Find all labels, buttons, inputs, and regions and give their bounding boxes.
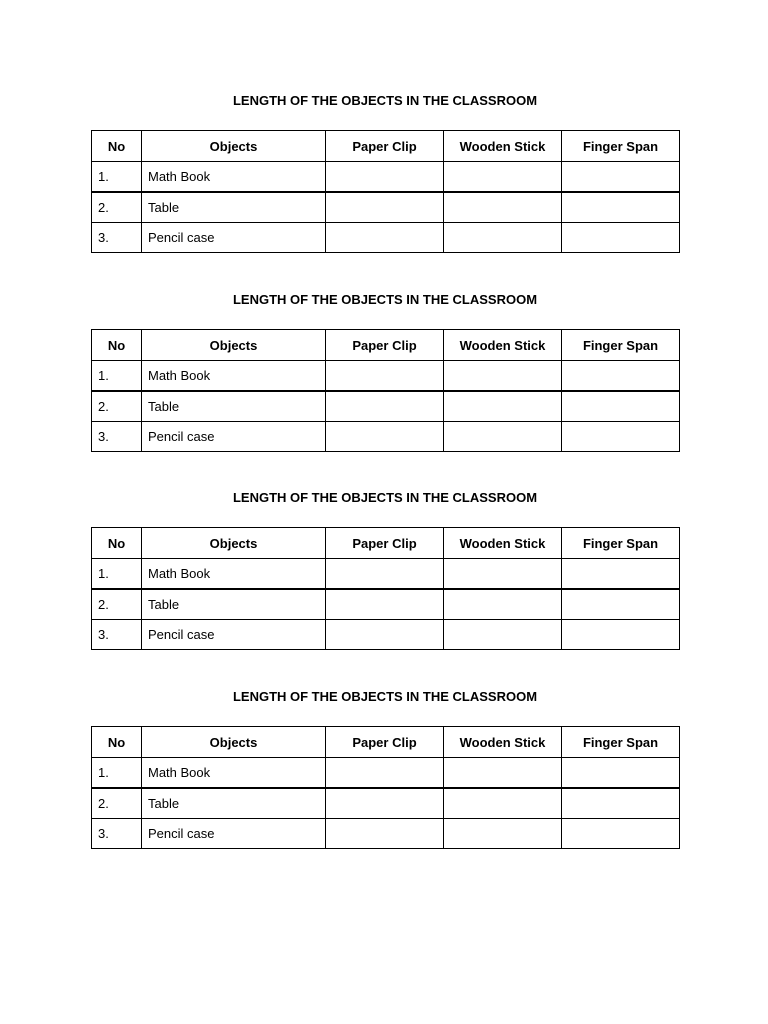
wooden-stick-cell[interactable] <box>444 559 562 590</box>
object-name: Table <box>142 788 326 819</box>
object-name: Math Book <box>142 758 326 789</box>
finger-span-cell[interactable] <box>562 361 680 392</box>
header-finger-span: Finger Span <box>562 330 680 361</box>
table-row <box>92 819 680 849</box>
header-objects: Objects <box>142 727 326 758</box>
wooden-stick-cell[interactable] <box>444 788 562 819</box>
paper-clip-cell[interactable] <box>326 559 444 590</box>
finger-span-cell[interactable] <box>562 788 680 819</box>
wooden-stick-cell[interactable] <box>444 819 562 849</box>
paper-clip-cell[interactable] <box>326 819 444 849</box>
finger-span-cell[interactable] <box>562 819 680 849</box>
wooden-stick-cell[interactable] <box>444 589 562 620</box>
wooden-stick-cell[interactable] <box>444 162 562 193</box>
wooden-stick-cell[interactable] <box>444 620 562 650</box>
finger-span-cell[interactable] <box>562 559 680 590</box>
table-row <box>92 620 680 650</box>
table-header-row <box>92 727 680 758</box>
table-row <box>92 223 680 253</box>
table-row <box>92 162 680 193</box>
header-finger-span: Finger Span <box>562 131 680 162</box>
header-wooden-stick: Wooden Stick <box>444 330 562 361</box>
finger-span-cell[interactable] <box>562 758 680 789</box>
worksheet-section <box>91 91 679 245</box>
finger-span-cell[interactable] <box>562 620 680 650</box>
finger-span-cell[interactable] <box>562 391 680 422</box>
row-number: 1. <box>92 559 142 590</box>
row-number: 2. <box>92 391 142 422</box>
header-wooden-stick: Wooden Stick <box>444 131 562 162</box>
header-objects: Objects <box>142 330 326 361</box>
row-number: 1. <box>92 361 142 392</box>
worksheet-title: LENGTH OF THE OBJECTS IN THE CLASSROOM <box>232 689 538 704</box>
table-row <box>92 559 680 590</box>
wooden-stick-cell[interactable] <box>444 758 562 789</box>
header-no: No <box>92 330 142 361</box>
header-no: No <box>92 727 142 758</box>
row-number: 2. <box>92 589 142 620</box>
header-no: No <box>92 131 142 162</box>
object-name: Math Book <box>142 559 326 590</box>
row-number: 1. <box>92 758 142 789</box>
paper-clip-cell[interactable] <box>326 361 444 392</box>
worksheet-title: LENGTH OF THE OBJECTS IN THE CLASSROOM <box>232 490 538 505</box>
row-number: 1. <box>92 162 142 193</box>
measurement-table <box>91 726 680 849</box>
worksheet-title: LENGTH OF THE OBJECTS IN THE CLASSROOM <box>232 93 538 108</box>
paper-clip-cell[interactable] <box>326 620 444 650</box>
table-header-row <box>92 528 680 559</box>
object-name: Table <box>142 391 326 422</box>
worksheet-section <box>91 290 679 444</box>
header-objects: Objects <box>142 528 326 559</box>
object-name: Pencil case <box>142 422 326 452</box>
finger-span-cell[interactable] <box>562 422 680 452</box>
paper-clip-cell[interactable] <box>326 788 444 819</box>
table-row <box>92 361 680 392</box>
wooden-stick-cell[interactable] <box>444 422 562 452</box>
row-number: 3. <box>92 422 142 452</box>
row-number: 3. <box>92 620 142 650</box>
row-number: 2. <box>92 788 142 819</box>
paper-clip-cell[interactable] <box>326 223 444 253</box>
header-wooden-stick: Wooden Stick <box>444 727 562 758</box>
table-row <box>92 422 680 452</box>
table-row <box>92 589 680 620</box>
header-objects: Objects <box>142 131 326 162</box>
finger-span-cell[interactable] <box>562 162 680 193</box>
measurement-table <box>91 527 680 650</box>
table-header-row <box>92 330 680 361</box>
header-finger-span: Finger Span <box>562 528 680 559</box>
finger-span-cell[interactable] <box>562 192 680 223</box>
paper-clip-cell[interactable] <box>326 162 444 193</box>
header-paper-clip: Paper Clip <box>326 528 444 559</box>
paper-clip-cell[interactable] <box>326 192 444 223</box>
header-no: No <box>92 528 142 559</box>
table-header-row <box>92 131 680 162</box>
object-name: Table <box>142 589 326 620</box>
wooden-stick-cell[interactable] <box>444 391 562 422</box>
paper-clip-cell[interactable] <box>326 758 444 789</box>
table-row <box>92 192 680 223</box>
header-paper-clip: Paper Clip <box>326 727 444 758</box>
worksheet-section <box>91 488 679 642</box>
paper-clip-cell[interactable] <box>326 589 444 620</box>
measurement-table <box>91 329 680 452</box>
worksheet-title: LENGTH OF THE OBJECTS IN THE CLASSROOM <box>232 292 538 307</box>
finger-span-cell[interactable] <box>562 223 680 253</box>
object-name: Pencil case <box>142 223 326 253</box>
row-number: 3. <box>92 223 142 253</box>
row-number: 2. <box>92 192 142 223</box>
wooden-stick-cell[interactable] <box>444 192 562 223</box>
measurement-table <box>91 130 680 253</box>
finger-span-cell[interactable] <box>562 589 680 620</box>
table-row <box>92 391 680 422</box>
paper-clip-cell[interactable] <box>326 391 444 422</box>
header-finger-span: Finger Span <box>562 727 680 758</box>
object-name: Math Book <box>142 162 326 193</box>
object-name: Table <box>142 192 326 223</box>
wooden-stick-cell[interactable] <box>444 361 562 392</box>
row-number: 3. <box>92 819 142 849</box>
table-row <box>92 788 680 819</box>
table-row <box>92 758 680 789</box>
object-name: Pencil case <box>142 620 326 650</box>
header-paper-clip: Paper Clip <box>326 131 444 162</box>
object-name: Math Book <box>142 361 326 392</box>
wooden-stick-cell[interactable] <box>444 223 562 253</box>
header-wooden-stick: Wooden Stick <box>444 528 562 559</box>
paper-clip-cell[interactable] <box>326 422 444 452</box>
object-name: Pencil case <box>142 819 326 849</box>
header-paper-clip: Paper Clip <box>326 330 444 361</box>
worksheet-section <box>91 687 679 841</box>
